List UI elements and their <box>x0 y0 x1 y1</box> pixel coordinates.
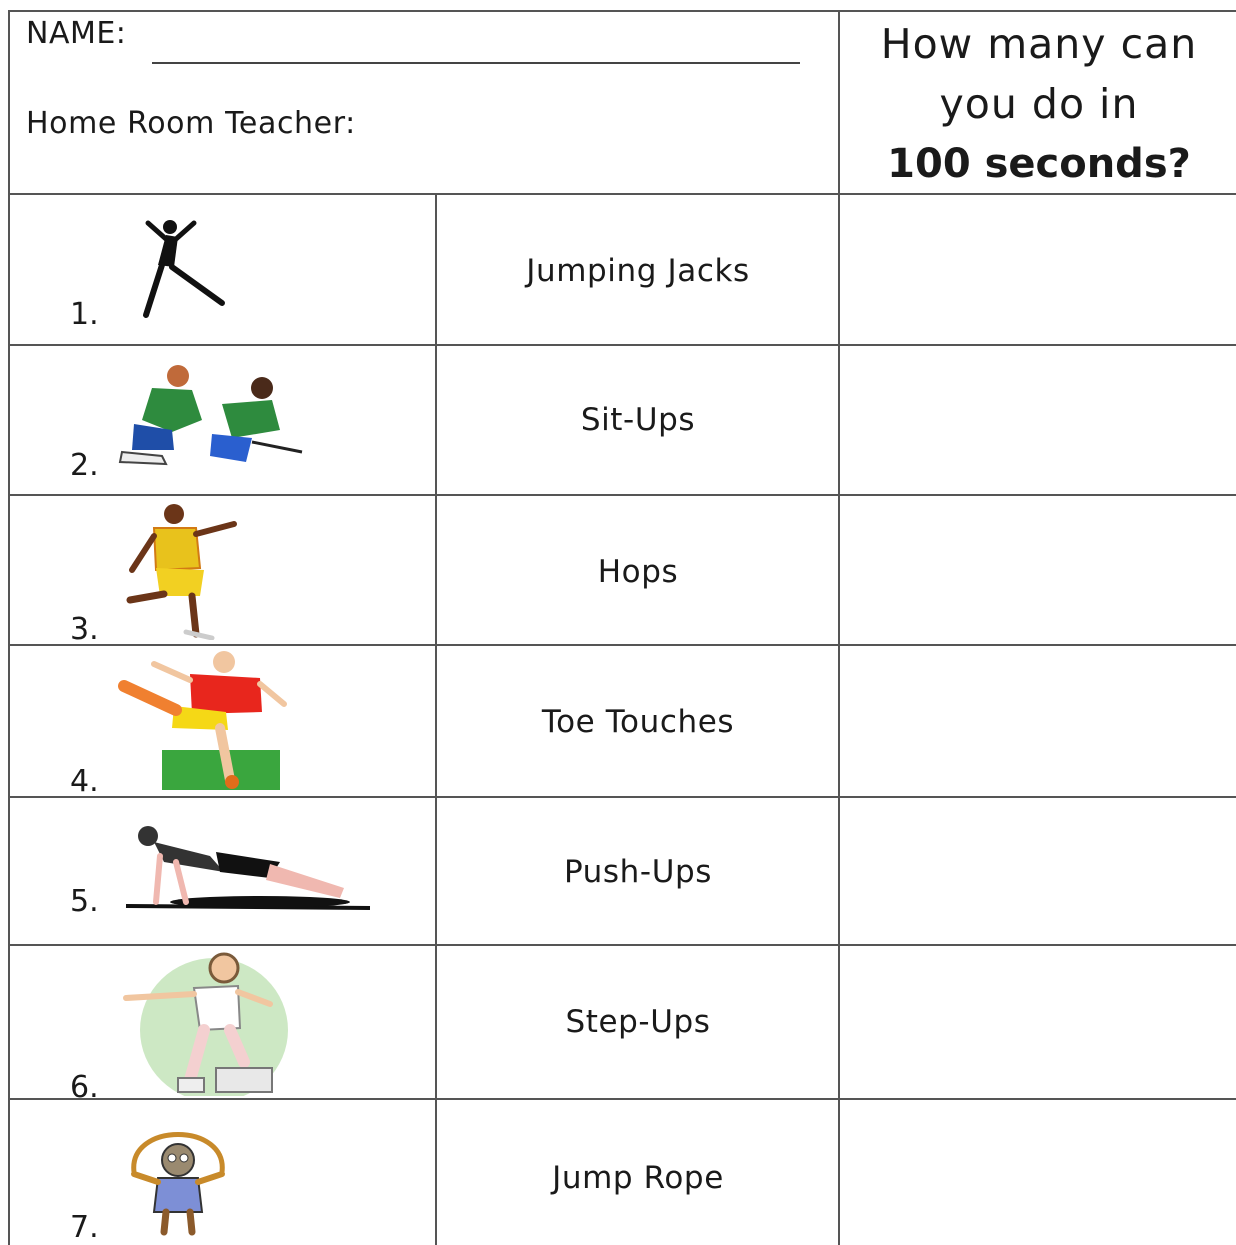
exercise-row <box>0 646 1236 799</box>
exercise-name: Push-Ups <box>563 854 713 890</box>
step-ups-figure-icon <box>120 950 300 1096</box>
question-line-1: How many can <box>880 20 1198 68</box>
exercise-row <box>0 195 1236 344</box>
exercise-number: 1. <box>70 297 99 332</box>
answer-cell[interactable] <box>840 1100 1236 1245</box>
exercise-row <box>0 798 1236 944</box>
question-line-3: 100 seconds? <box>887 141 1191 187</box>
exercise-number: 3. <box>70 612 99 647</box>
exercise-name: Jumping Jacks <box>526 253 750 289</box>
exercise-number: 6. <box>70 1070 99 1105</box>
exercise-row <box>0 496 1236 647</box>
question-line-2: you do in <box>939 80 1139 128</box>
exercise-row <box>0 1100 1236 1245</box>
teacher-label: Home Room Teacher: <box>26 106 356 141</box>
sit-ups-figure-icon <box>112 360 312 470</box>
exercise-name: Hops <box>597 554 679 590</box>
exercise-number: 4. <box>70 764 99 799</box>
exercise-name: Step-Ups <box>565 1004 711 1040</box>
exercise-row <box>0 946 1236 1105</box>
exercise-name: Jump Rope <box>552 1160 724 1196</box>
answer-cell[interactable] <box>840 195 1236 344</box>
exercise-number: 2. <box>70 448 99 483</box>
jumping-jacks-figure-icon <box>128 215 238 325</box>
answer-cell[interactable] <box>840 946 1236 1098</box>
question-heading <box>842 14 1236 194</box>
toe-touches-figure-icon <box>114 650 294 792</box>
answer-cell[interactable] <box>840 646 1236 796</box>
exercise-row <box>0 346 1236 494</box>
hops-figure-icon <box>116 500 246 640</box>
top-border <box>8 10 1236 12</box>
answer-cell[interactable] <box>840 798 1236 944</box>
jump-rope-figure-icon <box>118 1112 238 1238</box>
answer-cell[interactable] <box>840 496 1236 644</box>
exercise-name: Sit-Ups <box>580 402 696 438</box>
exercise-number: 5. <box>70 884 99 919</box>
exercise-name: Toe Touches <box>541 704 735 740</box>
push-ups-figure-icon <box>120 822 372 914</box>
answer-cell[interactable] <box>840 346 1236 494</box>
exercise-number: 7. <box>70 1210 99 1245</box>
name-field-line[interactable] <box>152 62 800 64</box>
name-label: NAME: <box>26 16 127 51</box>
